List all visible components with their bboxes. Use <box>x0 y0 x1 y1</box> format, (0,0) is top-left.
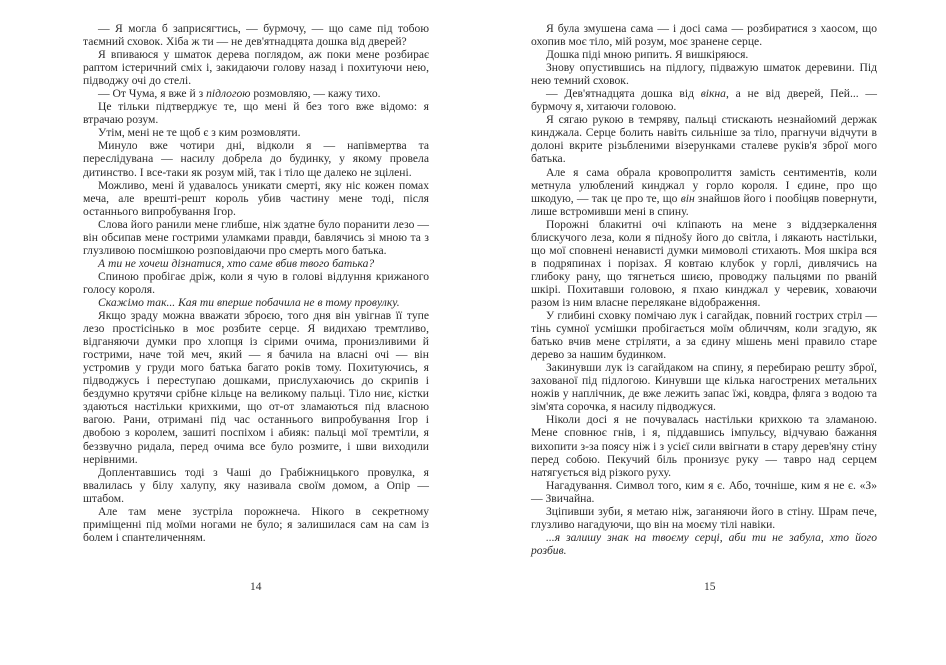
paragraph: Я впиваюся у шматок дерева поглядом, аж поки мене розбирає раптом істеричний сміх і, закидаючи голову назад і похитуючи нею, підводжу очі до стелі. <box>83 48 429 88</box>
paragraph: Спиною пробігає дріж, коли я чую в голові відлуння крижаного голосу короля. <box>83 269 429 296</box>
paragraph: Я сягаю рукою в темряву, пальці стискають незнайомий держак кинджала. Серце болить навіть сильніше за тіло, прагнучи відчути в долоні вкрите різьбленими візерунками сталеве руків'я зброї мого батька. <box>531 113 877 166</box>
italic-paragraph: Скажімо так... Кая ти вперше побачила не в тому провулку. <box>98 295 400 309</box>
text-run: — От Чума, я вже й з <box>98 87 207 101</box>
text-run: знайшов його і пообіцяв повернути, лише встромивши мені в спину. <box>531 191 877 218</box>
text-run: — Дев'ятнадцята дошка від <box>546 87 701 101</box>
page-number-left: 14 <box>250 581 262 593</box>
paragraph: Доплентавшись тоді з Чаші до Грабіжницького провулка, я ввалилась у білу халупу, яку називала своїм домом, а Опір — штабом. <box>83 465 429 505</box>
paragraph <box>531 87 877 113</box>
paragraph: Порожні блакитні очі кліпають на мене з віддзеркалення блискучого леза, коли я піднošу його до світла, і лякають настільки, що мої сповнені ненависті думки мимоволі стихають. Моя шкіра вся в подряпинах і порізах. Я ковтаю клубок у горлі, дивлячись на глибоку рану, що тягнеться шиєю, проводжу пальцями по рваній шкірі. Похитавши головою, я пхаю кинджал у черевик, ховаючи разом із ним власне переляканe відображення. <box>531 217 877 309</box>
paragraph: Ніколи досі я не почувалась настільки крихкою та зламаною. Мене сповнює гнів, і я, піддавшись імпульсу, відчуваю бажання вихопити з-за поясу ніж і з усієї сили ввігнати в стару дерев'яну стіну перед собою. Пекучий біль пронизує руку — тавро над серцем натягується від різкого руху. <box>531 413 877 479</box>
text-run: Але я сама обрала кровопролиття замість сентиментів, коли метнула улюблений кинджал у горло короля. І єдине, про що шкодую, — так це про те, що <box>531 165 877 205</box>
emphasis: він <box>680 191 695 205</box>
text-run: розмовляю, — кажу тихо. <box>250 87 381 101</box>
paragraph: Слова його ранили мене глибше, ніж здатне було поранити лезо — він обсипав мене гострими уламками правди, бавлячись зі мною та з глузливою посмішкою розповідаючи про смерть мого батька. <box>83 217 429 257</box>
right-page <box>531 22 877 557</box>
italic-paragraph: ...я залишу знак на твоєму серці, аби ти не забула, хто його розбив. <box>531 530 877 557</box>
paragraph <box>531 166 877 218</box>
paragraph: Дошка піді мною рипить. Я вишкіряюся. <box>546 48 749 62</box>
italic-paragraph: А ти не хочеш дізнатися, хто саме вбив твого батька? <box>98 256 375 270</box>
paragraph <box>83 87 429 100</box>
paragraph: Нагадування. Символ того, ким я є. Або, точніше, ким я не є. «З» — Звичайна. <box>531 478 877 505</box>
paragraph: Минуло вже чотири дні, відколи я — напівмертва та переслідувана — насилу добрела до будинку, у якому провела дитинство. І все-таки як розум мій, так і тіло ще далеко не зцілені. <box>83 139 429 179</box>
paragraph: Знову опустившись на підлогу, підважую шматок деревини. Під нею темний сховок. <box>531 61 877 88</box>
emphasis: підлогою <box>206 87 251 101</box>
paragraph: Але там мене зустріла порожнеча. Нікого в секретному приміщенні під моїми ногами не було; я залишилася сам на сам із болем і спантеличенням. <box>83 504 429 544</box>
text-run: , а не від дверей, Пей... — бурмочу я, хитаючи головою. <box>531 87 877 114</box>
paragraph: У глибині сховку помічаю лук і сагайдак, повний гострих стріл — тінь сумної усмішки пробігається моїм обличчям, коли згадую, як батько вчив мене стріляти, а за єдину мішень мені правило старе дерево за нашим будинком. <box>531 309 877 362</box>
paragraph: — Я могла б заприсягтись, — бурмочу, — що саме під тобою таємний сховок. Хіба ж ти — не дев'ятнадцята дошка від дверей? <box>83 22 429 49</box>
emphasis: вікна <box>700 87 726 101</box>
paragraph: Можливо, мені й удавалось уникати смерті, яку ніс кожен помах меча, але врешті-решт король убив частину мене тоді, після останнього випробування Ігор. <box>83 178 429 218</box>
paragraph: Я була змушена сама — і досі сама — розбиратися з хаосом, що охопив моє тіло, мій розум, моє зранене серце. <box>531 22 877 49</box>
paragraph: Це тільки підтверджує те, що мені й без того вже відомо: я втрачаю розум. <box>83 100 429 127</box>
left-page <box>83 22 429 544</box>
page-number-right: 15 <box>704 581 716 593</box>
paragraph: Закинувши лук із сагайдаком на спину, я перебираю решту зброї, захованої під підлогою. Кинувши ще кілька нагострених метальних ножів у наплічник, де вже лежить запас їжі, ковдра, фляга з водою та зім'ята сорочка, я насилу підводжуся. <box>531 361 877 414</box>
paragraph: Зціпивши зуби, я метаю ніж, заганяючи його в стіну. Шрам пече, глузливо нагадуючи, що він на моєму тілі навіки. <box>531 504 877 531</box>
paragraph: Якщо зраду можна вважати зброєю, того дня він увігнав її тупе лезо простісінько в моє розбите серце. Я видихаю тремтливо, відганяючи думки про хлопця із сірими очима, пронизливими й гострими, наче той меч, який — я бачила на власні очі — він устромив у груди мого батька багато років тому. Похитуючись, я підводжусь і переступаю дошками, прислухаючись до скрипів і бездумно крутячи срібне кільце на великому пальці. Тіло ниє, кістки здаються настільки крихкими, що от-от зламаються під власною вагою. Рани, отримані під час останнього випробування Ігор і двобою з королем, зашиті поспіхом і абияк: пальці мої тремтіли, я беззвучно ридала, перед очима все було розмите, і шви виходили нерівними. <box>83 309 429 466</box>
paragraph: Утім, мені не те щоб є з ким розмовляти. <box>98 126 301 140</box>
